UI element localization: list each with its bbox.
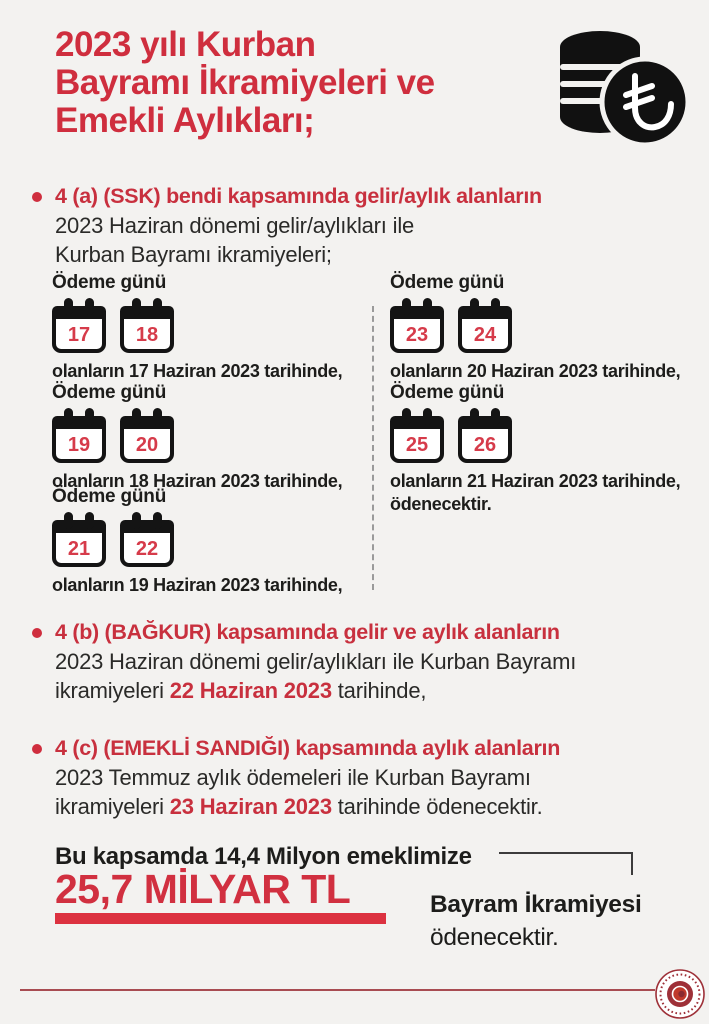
summary-right-text <box>430 888 641 954</box>
payment-note: olanların 17 Haziran 2023 tarihinde, <box>52 361 343 381</box>
calendar-icon <box>120 416 174 463</box>
ministry-seal-icon <box>654 968 706 1020</box>
section-4c <box>55 736 560 821</box>
payment-label: Ödeme günü <box>52 486 167 507</box>
section-4a <box>55 184 542 269</box>
payment-label: Ödeme günü <box>52 272 167 293</box>
calendar-icon <box>120 306 174 353</box>
amount-underline-bar <box>55 913 386 924</box>
calendar-icon <box>458 416 512 463</box>
bullet-dot <box>32 628 42 638</box>
calendar-day: 17 <box>67 323 91 346</box>
calendar-day: 22 <box>135 537 159 560</box>
calendar-icon <box>390 306 444 353</box>
calendar-day: 19 <box>67 433 91 456</box>
column-divider <box>372 306 374 590</box>
section-4b-line2: ikramiyeleri 22 Haziran 2023 tarihinde, <box>55 677 427 703</box>
calendar-day: 26 <box>473 433 497 456</box>
section-4b-heading: 4 (b) (BAĞKUR) kapsamında gelir ve aylık alanların <box>55 620 560 644</box>
summary-line: Bu kapsamda 14,4 Milyon emeklimize <box>55 843 472 870</box>
payment-note-2: ödenecektir. <box>390 494 492 514</box>
bullet-dot <box>32 744 42 754</box>
calendar-day: 21 <box>67 537 91 560</box>
calendar-row <box>52 306 342 353</box>
calendar-icon <box>120 520 174 567</box>
payment-block-21-22 <box>52 486 342 596</box>
bullet-dot <box>32 192 42 202</box>
payment-label: Ödeme günü <box>390 382 505 403</box>
highlight-date: 22 Haziran 2023 <box>169 677 332 703</box>
highlight-date: 23 Haziran 2023 <box>169 793 332 819</box>
section-4c-line2: ikramiyeleri 23 Haziran 2023 tarihinde ödenecektir. <box>55 793 543 819</box>
summary-right-line2: ödenecektir. <box>430 924 559 951</box>
title-line-3: Emekli Aylıkları; <box>55 101 315 140</box>
payment-note: olanların 21 Haziran 2023 tarihinde, <box>390 471 681 491</box>
section-4a-line1: 2023 Haziran dönemi gelir/aylıkları ile <box>55 213 415 238</box>
summary-right-line1: Bayram İkramiyesi <box>430 891 642 918</box>
section-4a-line2: Kurban Bayramı ikramiyeleri; <box>55 241 332 267</box>
calendar-icon <box>390 416 444 463</box>
section-4a-heading: 4 (a) (SSK) bendi kapsamında gelir/aylık alanların <box>55 184 542 208</box>
coin-stack-lira-icon <box>557 26 689 146</box>
payment-block-23-24 <box>390 272 680 382</box>
payment-note: olanların 20 Haziran 2023 tarihinde, <box>390 361 681 381</box>
calendar-icon <box>52 416 106 463</box>
calendar-row <box>52 416 342 463</box>
calendar-day: 24 <box>473 323 497 346</box>
payment-note: olanların 18 Haziran 2023 tarihinde, <box>52 471 343 491</box>
section-4a-body <box>55 212 542 269</box>
calendar-day: 25 <box>405 433 429 456</box>
calendar-icon <box>52 520 106 567</box>
page-title <box>55 26 435 140</box>
payment-label: Ödeme günü <box>390 272 505 293</box>
section-4c-body <box>55 764 560 821</box>
payment-label: Ödeme günü <box>52 382 167 403</box>
payment-note: olanların 19 Haziran 2023 tarihinde, <box>52 575 343 595</box>
section-4b <box>55 620 576 705</box>
section-4c-line1: 2023 Temmuz aylık ödemeleri ile Kurban Bayramı <box>55 765 531 790</box>
elbow-connector <box>499 852 633 875</box>
calendar-row <box>390 306 680 353</box>
title-line-2: Bayramı İkramiyeleri ve <box>55 63 435 102</box>
calendar-row <box>390 416 680 463</box>
payment-block-17-18 <box>52 272 342 382</box>
section-4b-line1: 2023 Haziran dönemi gelir/aylıkları ile Kurban Bayramı <box>55 649 577 674</box>
section-4b-body <box>55 648 576 705</box>
section-4c-heading: 4 (c) (EMEKLİ SANDIĞI) kapsamında aylık alanların <box>55 736 561 760</box>
calendar-day: 20 <box>135 433 159 456</box>
calendar-day: 18 <box>135 323 159 346</box>
payment-block-25-26 <box>390 382 680 515</box>
calendar-icon <box>458 306 512 353</box>
calendar-row <box>52 520 342 567</box>
calendar-icon <box>52 306 106 353</box>
footer-rule <box>20 989 655 991</box>
payment-block-19-20 <box>52 382 342 492</box>
total-amount: 25,7 MİLYAR TL <box>55 866 351 912</box>
title-line-1: 2023 yılı Kurban <box>55 25 316 64</box>
calendar-day: 23 <box>405 323 429 346</box>
